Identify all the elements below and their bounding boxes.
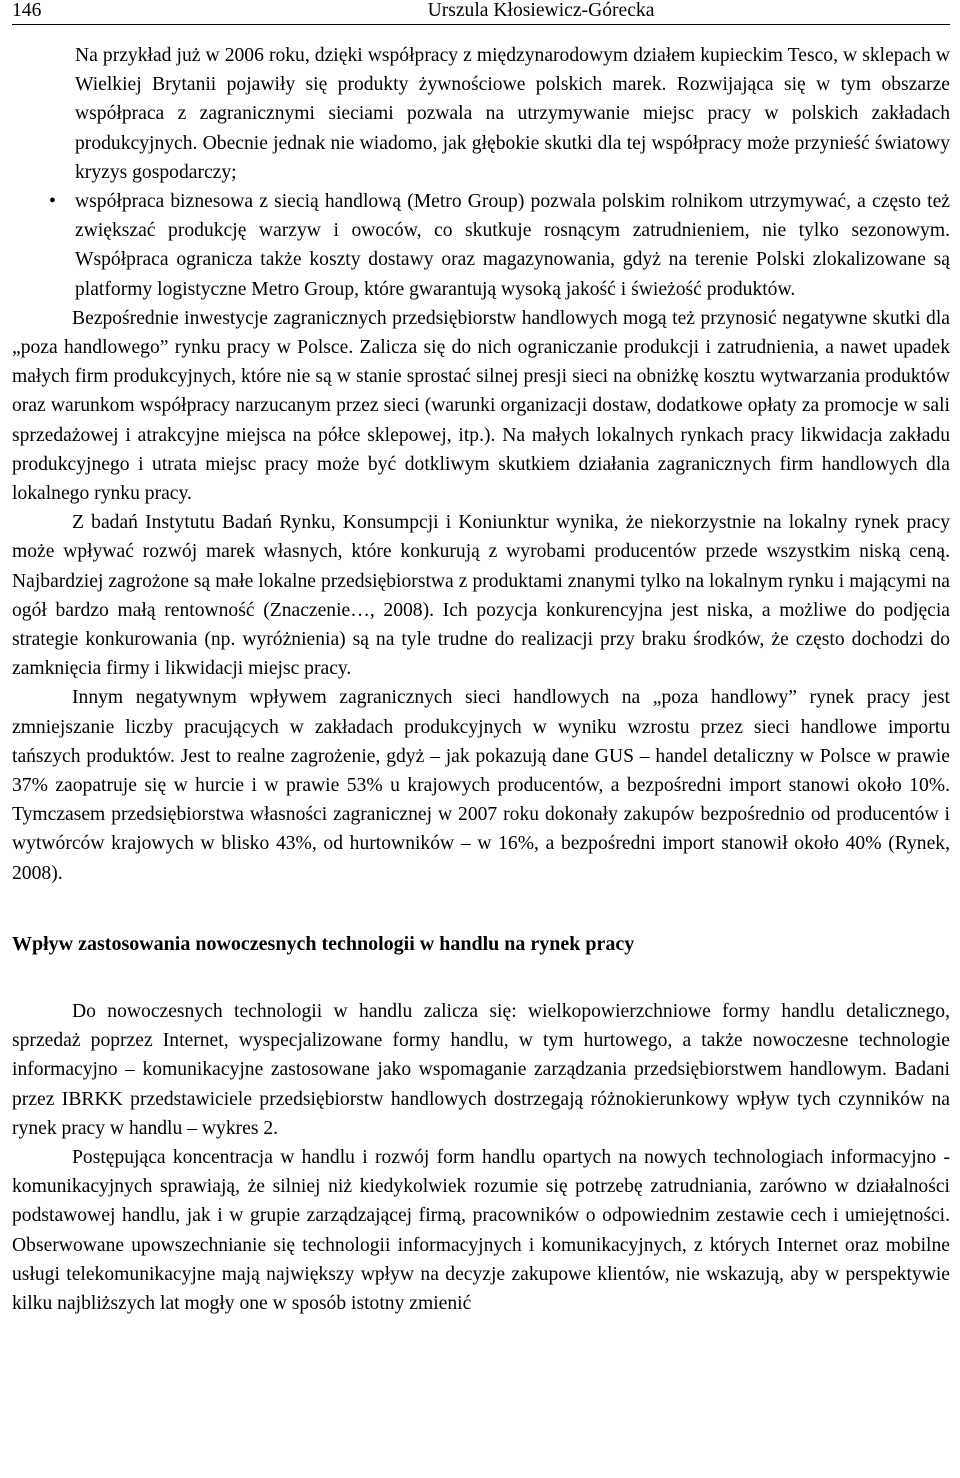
running-author: Urszula Kłosiewicz-Górecka — [427, 0, 655, 21]
paragraph-direct-investment: Bezpośrednie inwestycje zagranicznych przedsiębiorstw handlowych mogą też przynosić negatywne skutki dla „poza handlowego” rynku pracy w Polsce. Zalicza się do nich ograniczanie produkcji i zatrudnienia, a nawet upadek małych firm produkcyjnych, które nie są w stanie sprostać silnej presji sieci na obniżkę kosztu wytwarzania produktów oraz warunkom współpracy narzucanym przez sieci (warunki organizacji dostaw, dodatkowe opłaty za promocje w sali sprzedażowej i atrakcyjne miejsca na półce sklepowej, itp.). Na małych lokalnych rynkach pracy likwidacja zakładu produkcyjnego i utrata miejsc pracy może być dotkliwym skutkiem działania zagranicznych firm handlowych dla lokalnego rynku pracy. — [12, 307, 950, 505]
page-body — [12, 41, 950, 1318]
paragraph-import-impact: Innym negatywnym wpływem zagranicznych sieci handlowych na „poza handlowy” rynek pracy jest zmniejszanie liczby pracujących w zakładach produkcyjnych w wyniku wzrostu przez sieci handlowe importu tańszych produktów. Jest to realne zagrożenie, gdyż – jak pokazują dane GUS – handel detaliczny w Polsce w prawie 37% zaopatruje się w hurcie i w prawie 53% u krajowych producentów, a bezpośredni import stanowi około 10%. Tymczasem przedsiębiorstwa własności zagranicznej w 2007 roku dokonały zakupów bezpośrednio od producentów i wytwórców krajowych w blisko 43%, od hurtowników – w 16%, a bezpośredni import stanowił około 40% (Rynek, 2008). — [12, 687, 950, 884]
paragraph-modern-technologies: Do nowoczesnych technologii w handlu zalicza się: wielkopowierzchniowe formy handlu detalicznego, sprzedaż poprzez Internet, wyspecjalizowane formy handlu, w tym hurtowego, a także nowoczesne technologie informacyjno – komunikacyjne zastosowane jako wspomaganie zarządzania przedsiębiorstwem handlowym. Badani przez IBRKK przedstawiciele przedsiębiorstw handlowych dostrzegają różnokierunkowy wpływ tych czynników na rynek pracy w handlu – wykres 2. — [12, 1000, 950, 1139]
bullet-list — [12, 41, 950, 304]
paragraph-ibrkk-study: Z badań Instytutu Badań Rynku, Konsumpcji i Koniunktur wynika, że niekorzystnie na lokalny rynek pracy może wpływać rozwój marek własnych, które konkurują z wyrobami producentów przede wszystkim niską ceną. Najbardziej zagrożone są małe lokalne przedsiębiorstwa z produktami znanymi tylko na lokalnym rynku i mającymi na ogół bardzo małą rentowność (Znaczenie…, 2008). Ich pozycja konkurencyjna jest niska, a możliwe do podjęcia strategie konkurowania (np. wyróżnienia) są na tyle trudne do realizacji przy braku środków, że często dochodzi do zamknięcia firmy i likwidacji miejsc pracy. — [12, 512, 950, 680]
running-header — [12, 0, 950, 25]
bullet-item-metro: • współpraca biznesowa z siecią handlową (Metro Group) pozwala polskim rolnikom utrzymywać, a często też zwiększać produkcję warzyw i owoców, co skutkuje rosnącym zatrudnieniem, nie tylko sezonowym. Współpraca ogranicza także koszty dostawy oraz magazynowania, gdyż na terenie Polski zlokalizowane są platformy logistyczne Metro Group, które gwarantują wysoką jakość i świeżość produktów. — [75, 187, 950, 304]
page-number: 146 — [12, 0, 42, 21]
paragraph-concentration: Postępująca koncentracja w handlu i rozwój form handlu opartych na nowych technologiach informacyjno - komunikacyjnych sprawiają, że silniej niż kiedykolwiek rozumie się potrzebę zatrudniania, zarówno w działalności podstawowej handlu, jak i w grupie zarządzającej firmą, pracowników o odpowiednim zestawie cech i umiejętności. Obserwowane upowszechnianie się technologii informacyjnych i komunikacyjnych, z których Internet oraz mobilne usługi telekomunikacyjne mają największy wpływ na decyzje zakupowe klientów, nie wskazują, aby w perspektywie kilku najbliższych lat mogły one w sposób istotny zmienić — [12, 1146, 950, 1314]
bullet-item-tesco: Na przykład już w 2006 roku, dzięki współpracy z międzynarodowym działem kupieckim Tesco, w sklepach w Wielkiej Brytanii pojawiły się produkty żywnościowe polskich marek. Rozwijająca się w tym obszarze współpraca z zagranicznymi sieciami pozwala na utrzymywanie miejsc pracy w polskich zakładach produkcyjnych. Obecnie jednak nie wiadomo, jak głębokie skutki dla tej współpracy może przynieść światowy kryzys gospodarczy; — [75, 45, 950, 183]
section-heading: Wpływ zastosowania nowoczesnych technologii w handlu na rynek pracy — [12, 932, 635, 955]
